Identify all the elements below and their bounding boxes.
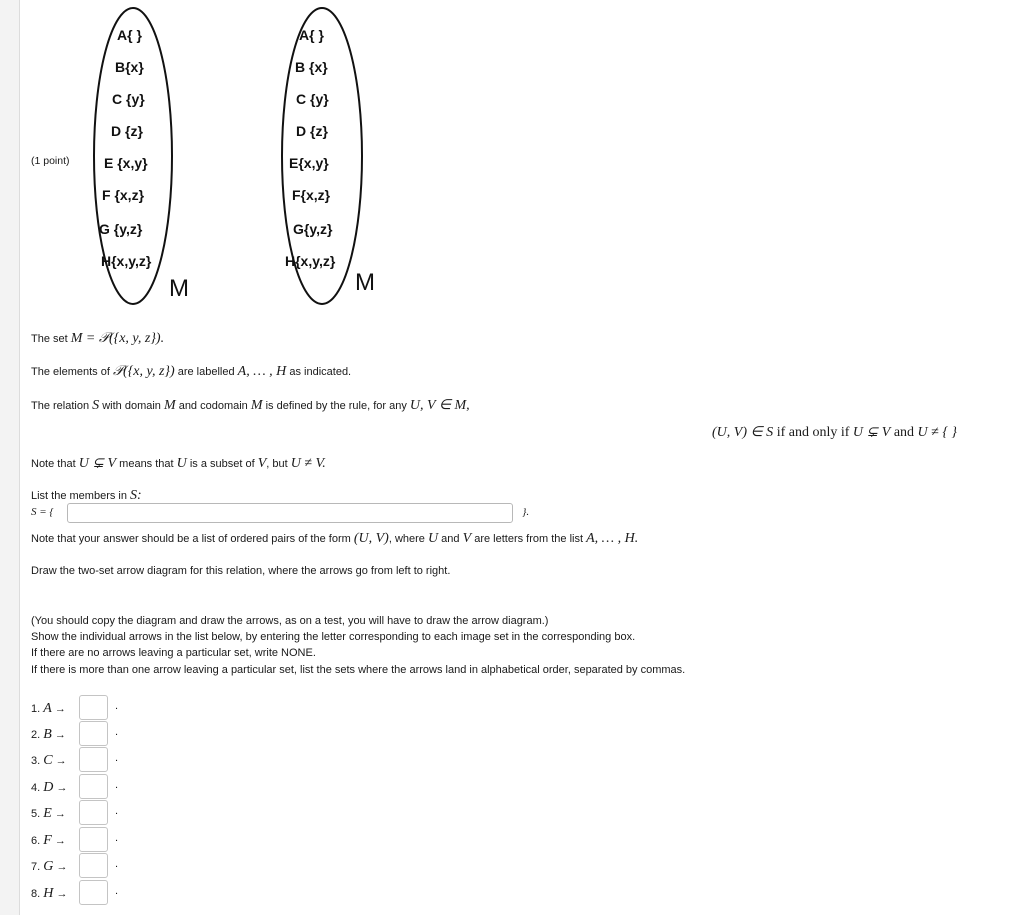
relation-math-1: S: [92, 398, 100, 413]
left-label-d: D {z}: [111, 123, 143, 139]
draw-instruction: Draw the two-set arrow diagram for this relation, where the arrows go from left to right.: [31, 565, 451, 577]
arrow-input-e[interactable]: [79, 800, 108, 825]
arrow-source-letter: H: [43, 886, 54, 901]
arrow-number: 3.: [31, 755, 41, 767]
answer-format-note: [31, 531, 638, 547]
arrow-number: 2.: [31, 729, 41, 741]
relation-text-3: and codomain: [175, 400, 251, 412]
left-label-e: E {x,y}: [104, 155, 148, 171]
arrow-label-c: [31, 753, 67, 769]
arrow-label-a: [31, 701, 66, 717]
rule-text-2: and: [890, 425, 918, 440]
relation-rule: [712, 424, 957, 441]
copy-instruction: (You should copy the diagram and draw the arrows, as on a test, you will have to draw the arrow diagram.): [31, 615, 549, 627]
arrow-number: 4.: [31, 782, 41, 794]
arrow-number: 1.: [31, 703, 41, 715]
left-label-c: C {y}: [112, 91, 145, 107]
subset-note-math-4: U ≠ V.: [290, 456, 326, 471]
relation-text-2: with domain: [99, 400, 164, 412]
arrow-symbol: →: [56, 861, 68, 873]
set-definition-math: M = 𝒫({x, y, z}).: [70, 331, 165, 346]
arrow-number: 6.: [31, 835, 41, 847]
set-definition-text: The set: [31, 333, 71, 345]
arrow-source-letter: G: [43, 859, 54, 874]
right-label-e: E{x,y}: [289, 155, 329, 171]
set-definition: [31, 331, 164, 347]
subset-note-text-1: Note that: [31, 458, 79, 470]
arrow-input-c[interactable]: [79, 747, 108, 772]
arrow-input-h[interactable]: [79, 880, 108, 905]
arrow-label-b: [31, 727, 66, 743]
arrow-dot: .: [115, 700, 119, 712]
relation-math-4: U, V ∈ M,: [409, 398, 470, 413]
right-label-c: C {y}: [296, 91, 329, 107]
relation-definition: [31, 397, 470, 414]
arrow-symbol: →: [54, 703, 66, 715]
arrow-number: 8.: [31, 888, 41, 900]
left-label-h: H{x,y,z}: [101, 253, 152, 269]
arrow-dot: .: [115, 779, 119, 791]
right-label-h: H{x,y,z}: [285, 253, 336, 269]
arrow-input-g[interactable]: [79, 853, 108, 878]
subset-note-math-3: V: [257, 456, 267, 471]
arrow-source-letter: B: [43, 727, 52, 742]
subset-note-math-1: U ⊊ V: [78, 456, 117, 471]
format-note-text-2: , where: [388, 533, 428, 545]
format-note-text-1: Note that your answer should be a list of ordered pairs of the form: [31, 533, 354, 545]
relation-math-2: M: [163, 398, 176, 413]
left-label-b: B{x}: [115, 59, 144, 75]
format-note-math-2: U: [427, 531, 439, 546]
subset-note-math-2: U: [176, 456, 187, 471]
right-label-d: D {z}: [296, 123, 328, 139]
list-members-math: S:: [130, 488, 142, 503]
arrow-source-letter: A: [43, 701, 52, 716]
right-label-b: B {x}: [295, 59, 328, 75]
arrow-label-h: [31, 886, 67, 902]
s-close-brace: }.: [522, 506, 530, 518]
multiple-arrows-instruction: If there is more than one arrow leaving a particular set, list the sets where the arrows land in alphabetical order, separated by commas.: [31, 664, 686, 676]
arrow-source-letter: C: [43, 753, 53, 768]
arrow-symbol: →: [54, 729, 66, 741]
arrow-symbol: →: [56, 782, 68, 794]
s-open-brace: S = {: [31, 506, 54, 518]
labelling-text-1: The elements of: [31, 366, 113, 378]
labelling-math-1: 𝒫({x, y, z}): [112, 364, 175, 379]
arrow-input-f[interactable]: [79, 827, 108, 852]
subset-note-text-3: is a subset of: [186, 458, 258, 470]
rule-math-1: (U, V) ∈ S: [712, 425, 774, 440]
arrow-source-letter: F: [43, 833, 52, 848]
labelling-text-3: as indicated.: [286, 366, 352, 378]
arrow-symbol: →: [54, 835, 66, 847]
set-diagram: [76, 0, 408, 328]
relation-text-4: is defined by the rule, for any: [262, 400, 410, 412]
arrow-input-a[interactable]: [79, 695, 108, 720]
rule-math-3: U ≠ { }: [917, 425, 958, 440]
arrow-dot: .: [115, 805, 119, 817]
labelling-line: [31, 364, 351, 380]
format-note-text-4: are letters from the list: [471, 533, 587, 545]
arrow-symbol: →: [54, 808, 66, 820]
format-note-math-3: V: [462, 531, 472, 546]
right-label-a: A{ }: [299, 27, 324, 43]
left-label-a: A{ }: [117, 27, 142, 43]
arrow-entry-instruction: Show the individual arrows in the list below, by entering the letter corresponding to each image set in the corresponding box.: [31, 631, 636, 643]
relation-members-input[interactable]: [67, 503, 513, 523]
rule-math-2: U ⊊ V: [852, 425, 891, 440]
right-set-name: M: [355, 269, 375, 296]
relation-text-1: The relation: [31, 400, 93, 412]
arrow-input-d[interactable]: [79, 774, 108, 799]
arrow-label-d: [31, 780, 67, 796]
arrow-number: 7.: [31, 861, 41, 873]
format-note-text-3: and: [438, 533, 463, 545]
arrow-label-e: [31, 806, 66, 822]
subset-note-text-4: , but: [266, 458, 291, 470]
subset-note-text-2: means that: [116, 458, 177, 470]
arrow-number: 5.: [31, 808, 41, 820]
left-set-name: M: [169, 275, 189, 302]
arrow-source-letter: E: [43, 806, 52, 821]
arrow-dot: .: [115, 752, 119, 764]
arrow-symbol: →: [56, 888, 68, 900]
arrow-dot: .: [115, 858, 119, 870]
arrow-dot: .: [115, 832, 119, 844]
list-members-prompt: [31, 488, 142, 504]
relation-math-3: M: [250, 398, 263, 413]
left-label-f: F {x,z}: [102, 187, 145, 203]
points-label: (1 point): [31, 155, 70, 167]
arrow-label-f: [31, 833, 66, 849]
list-members-text: List the members in: [31, 490, 131, 502]
arrow-input-b[interactable]: [79, 721, 108, 746]
set-diagram-svg: [76, 0, 408, 328]
right-label-f: F{x,z}: [292, 187, 331, 203]
labelling-text-2: are labelled: [174, 366, 238, 378]
right-label-g: G{y,z}: [293, 221, 333, 237]
none-instruction: If there are no arrows leaving a particular set, write NONE.: [31, 647, 316, 659]
arrow-label-g: [31, 859, 67, 875]
arrow-symbol: →: [55, 755, 67, 767]
format-note-math-1: (U, V): [353, 531, 389, 546]
subset-note: [31, 455, 326, 472]
arrow-dot: .: [115, 726, 119, 738]
arrow-dot: .: [115, 885, 119, 897]
format-note-math-4: A, … , H.: [586, 531, 639, 546]
labelling-math-2: A, … , H: [237, 364, 287, 379]
left-label-g: G {y,z}: [99, 221, 143, 237]
rule-text-1: if and only if: [773, 425, 853, 440]
arrow-source-letter: D: [43, 780, 54, 795]
